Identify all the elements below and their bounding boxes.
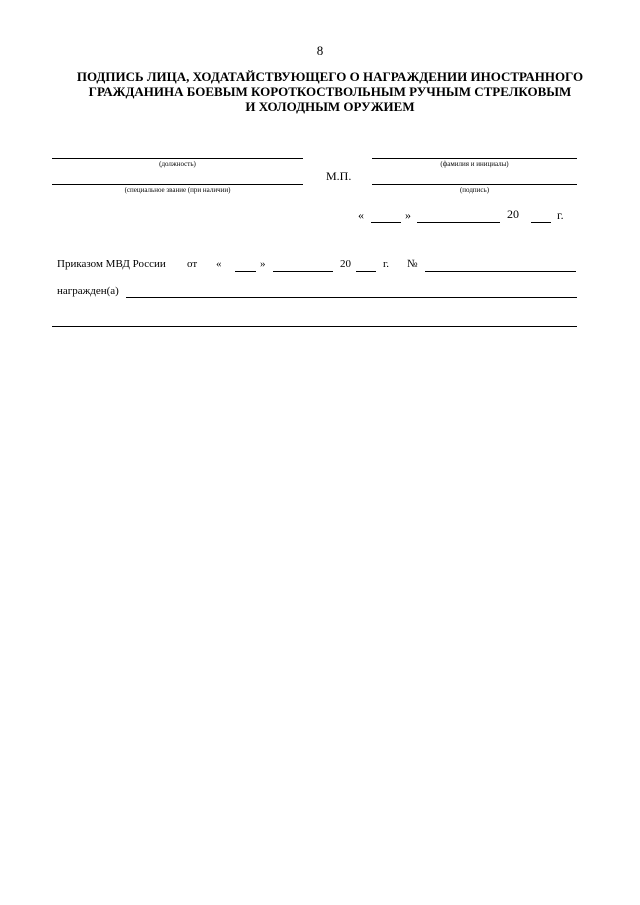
date-year-suffix: г. [557,208,564,222]
order-close-quote: » [260,258,266,270]
order-day-field[interactable] [235,271,256,272]
date-close-quote: » [405,208,411,222]
date-month-field[interactable] [417,222,500,223]
date-year-field[interactable] [531,222,551,223]
position-caption: (должность) [159,160,196,168]
title-line-3: И ХОЛОДНЫМ ОРУЖИЕМ [245,99,415,114]
awarded-label: награжден(а) [57,285,119,297]
order-from-label: от [187,258,198,270]
title-line-2: ГРАЖДАНИНА БОЕВЫМ КОРОТКОСТВОЛЬНЫМ РУЧНЫМ СТРЕЛКОВЫМ [88,84,572,99]
position-field-line[interactable] [52,158,303,159]
order-year-prefix: 20 [340,258,351,270]
name-caption: (фамилия и инициалы) [440,160,509,168]
date-day-field[interactable] [371,222,401,223]
date-open-quote: « [358,208,364,222]
order-month-field[interactable] [273,271,333,272]
order-year-suffix: г. [383,258,390,270]
rank-field-line[interactable] [52,184,303,185]
order-open-quote: « [216,258,222,270]
rank-caption: (специальное звание (при наличии) [124,186,231,194]
signature-caption: (подпись) [459,186,490,194]
order-number-sign: № [407,258,418,270]
awarded-field-continuation[interactable] [52,326,577,327]
date-year-prefix: 20 [507,207,519,221]
stamp-label: М.П. [326,169,352,183]
order-number-field[interactable] [425,271,576,272]
order-year-field[interactable] [356,271,376,272]
order-label: Приказом МВД России [57,258,166,270]
title-line-1: ПОДПИСЬ ЛИЦА, ХОДАТАЙСТВУЮЩЕГО О НАГРАЖДЕНИИ ИНОСТРАННОГО [76,69,584,84]
name-field-line[interactable] [372,158,577,159]
awarded-field[interactable] [126,297,577,298]
signature-field-line[interactable] [372,184,577,185]
document-title [40,69,620,114]
page-number: 8 [316,43,324,58]
